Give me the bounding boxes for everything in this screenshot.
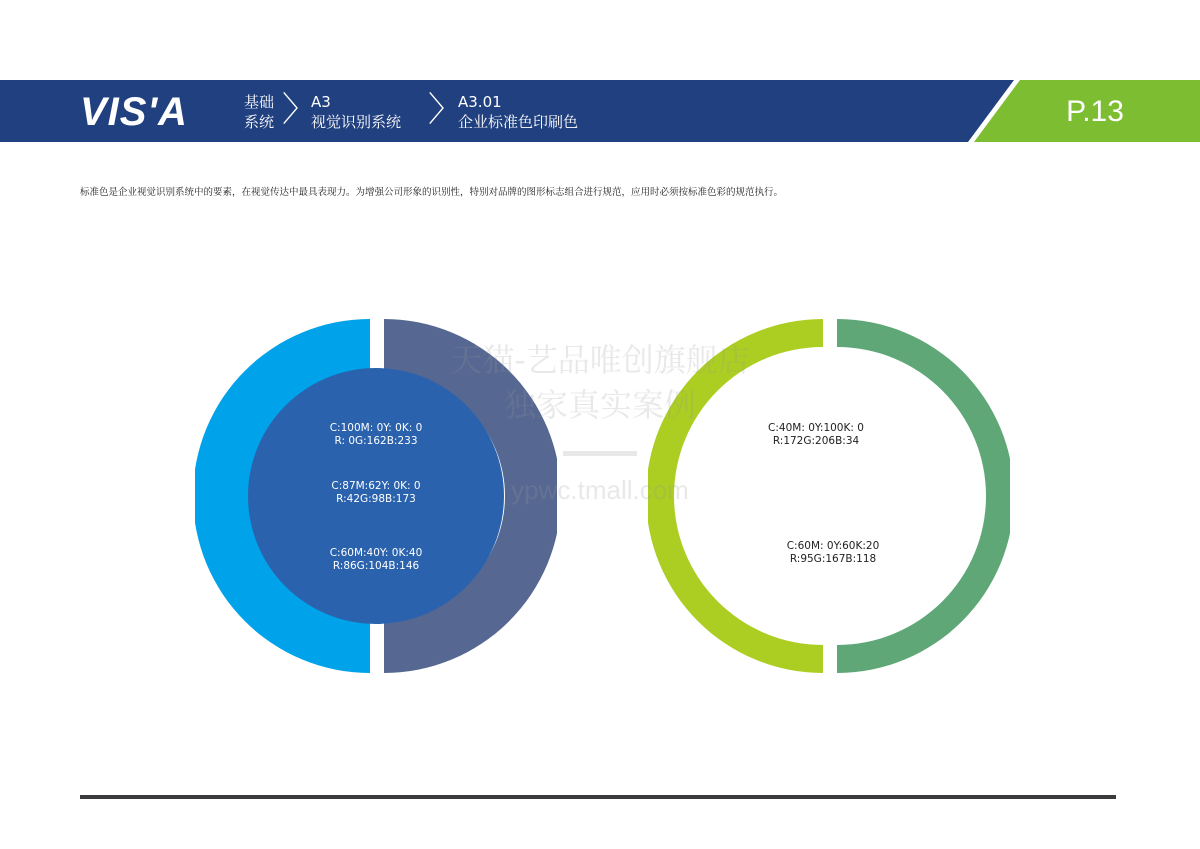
intro-text: 标准色是企业视觉识别系统中的要素，在视觉传达中最具表现力。为增强公司形象的识别性，特别对品牌的图形标志组合进行规范，应用时必须按标准色彩的规范执行。 [80, 187, 784, 198]
watermark-line3: ypwc.tmall.com [511, 475, 689, 505]
blue-swatch-2-cmyk: C:87M:62Y: 0K: 0 [331, 480, 421, 492]
footer-rule [80, 795, 1116, 799]
chevron-right-icon: 〉 [282, 90, 316, 130]
green-swatch-1-cmyk: C:40M: 0Y:100K: 0 [768, 422, 864, 434]
brand-logo: VIS'A [80, 90, 188, 134]
chevron-right-icon: 〉 [428, 90, 462, 130]
item-code: A3.01 [458, 93, 502, 111]
blue-swatch-3-rgb: R:86G:104B:146 [332, 560, 420, 572]
swatch-sea-green [837, 319, 1010, 673]
watermark-line2: 独家真实案例 [503, 386, 696, 424]
section-label-line2: 系统 [244, 113, 275, 131]
section-label-line1: 基础 [244, 93, 275, 111]
blue-swatch-1-rgb: R: 0G:162B:233 [334, 435, 418, 447]
blue-swatch-1-cmyk: C:100M: 0Y: 0K: 0 [329, 422, 423, 434]
chapter-code: A3 [311, 93, 331, 111]
watermark-line1: 天猫-艺品唯创旗舰店 [450, 341, 750, 379]
blue-swatch-3-cmyk: C:60M:40Y: 0K:40 [329, 547, 423, 559]
green-swatch-2-cmyk: C:60M: 0Y:60K:20 [786, 540, 880, 552]
green-swatch-2-rgb: R:95G:167B:118 [789, 553, 877, 565]
item-title: 企业标准色印刷色 [458, 113, 579, 131]
page-number: P.13 [1066, 95, 1124, 128]
blue-swatch-2-rgb: R:42G:98B:173 [336, 493, 416, 505]
watermark-divider [563, 451, 637, 456]
green-swatch-1-rgb: R:172G:206B:34 [772, 435, 860, 447]
chapter-title: 视觉识别系统 [311, 113, 402, 131]
